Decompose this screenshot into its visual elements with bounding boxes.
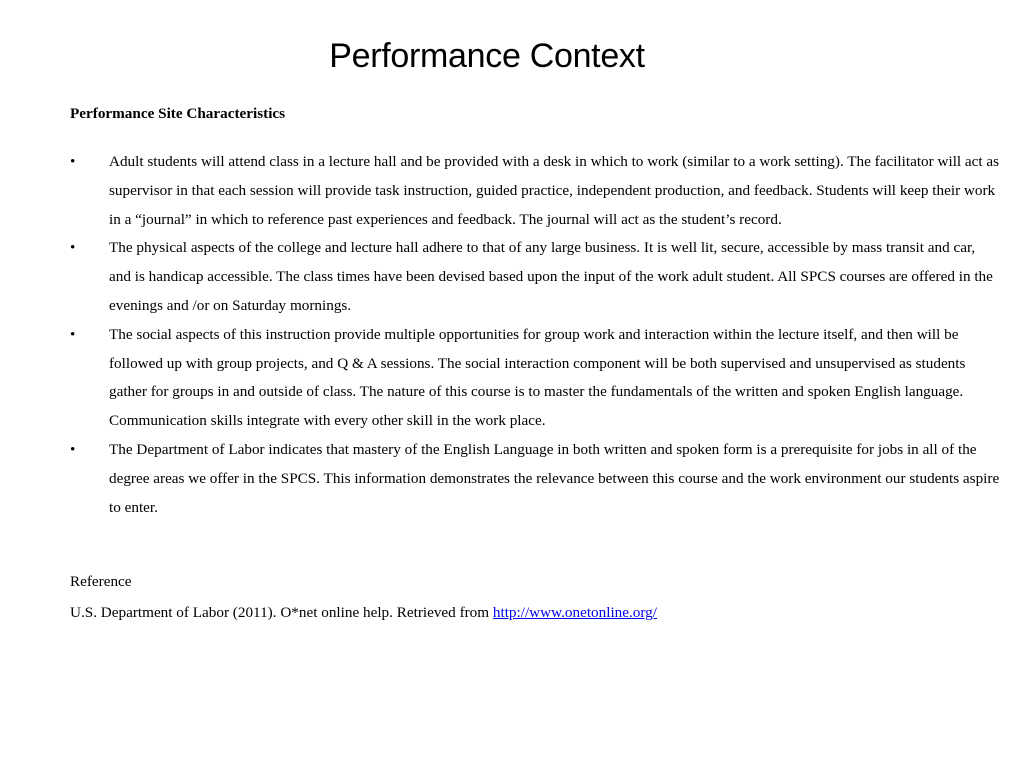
section-heading: Performance Site Characteristics: [70, 105, 286, 122]
bullet-text: The social aspects of this instruction provide multiple opportunities for group work and interaction within the lecture itself, and then will be followed up with group projects, and Q & A sessions. The social interaction component will be both supervised and unsupervised as students gather for groups in and outside of class. The nature of this course is to master the fundamentals of the written and spoken English language. Communication skills integrate with every other skill in the work place.: [109, 325, 966, 430]
bullet-text: The physical aspects of the college and lecture hall adhere to that of any large business. It is well lit, secure, accessible by mass transit and car, and is handicap accessible. The class times have been devised based upon the input of the work adult student. All SPCS courses are offered in the evenings and /or on Saturday mornings.: [109, 239, 993, 314]
bullet-text: The Department of Labor indicates that mastery of the English Language in both written and spoken form is a prerequisite for jobs in all of the degree areas we offer in the SPCS. This information demonstrates the relevance between this course and the work environment our students aspire to enter.: [109, 440, 1000, 516]
reference-link[interactable]: http://www.onetonline.org/: [492, 604, 657, 622]
bullet-icon: •: [70, 153, 76, 170]
reference-citation-text: U.S. Department of Labor (2011). O*net online help. Retrieved from: [70, 604, 493, 622]
slide-content: [70, 102, 1000, 623]
bullet-icon: •: [70, 239, 76, 257]
reference-label: Reference: [70, 573, 132, 591]
bullet-text: Adult students will attend class in a lecture hall and be provided with a desk in which to work (similar to a work setting). The facilitator will act as supervisor in that each session will provide task instruction, guided practice, independent production, and feedback. Students will keep their work in a “journal” in which to reference past experiences and feedback. The journal will act as the student’s record.: [109, 153, 1000, 228]
bullet-item-social-aspects: [70, 321, 1000, 436]
bullet-item-learning-environment: [70, 148, 1000, 234]
reference-citation: [70, 603, 1000, 623]
bullet-item-physical-aspects: [70, 234, 1000, 320]
bullet-item-department-of-labor: [70, 436, 1000, 522]
bullet-icon: •: [70, 440, 76, 458]
slide-title: Performance Context: [329, 37, 645, 75]
bullet-icon: •: [70, 325, 76, 343]
bullet-list: [70, 148, 1000, 522]
